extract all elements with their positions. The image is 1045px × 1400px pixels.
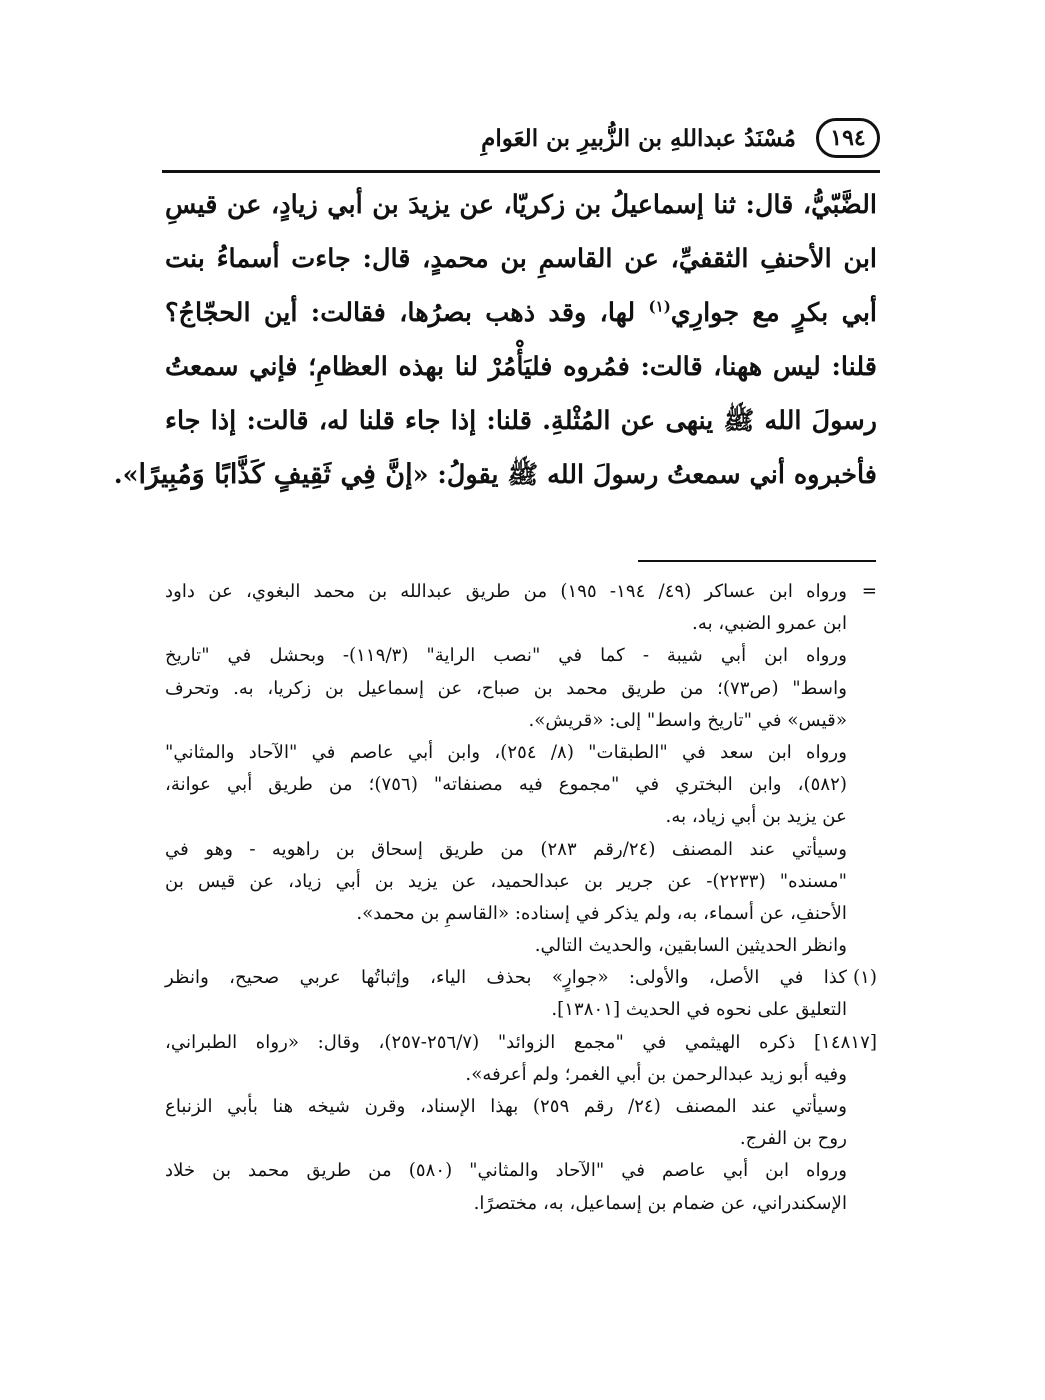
page-header xyxy=(160,110,880,166)
footnote-line: وسيأتي عند المصنف (٢٤/ رقم ٢٥٩) بهذا الإسناد، وقرن شيخه هنا بأبي الزنباع xyxy=(165,1096,847,1117)
line-segment: أبي بكرٍ مع جوارِي xyxy=(670,298,877,328)
footnote-line: ورواه ابن أبي عاصم في "الآحاد والمثاني" (٥٨٠) من طريق محمد بن خلاد xyxy=(165,1160,847,1182)
footnote-line xyxy=(165,962,877,994)
main-text-line xyxy=(165,286,877,340)
line-segment: ». xyxy=(113,460,139,490)
footnote-reference[interactable]: (١) xyxy=(648,297,671,316)
footnote-line xyxy=(165,576,877,608)
footnote-line: الأحنفِ، عن أسماء، به، ولم يذكر في إسناده: «القاسمِ بن محمد». xyxy=(356,902,847,924)
footnote-line: واسط" (ص٧٣)؛ من طريق محمد بن صباح، عن إسماعيل بن زكريا، به. وتحرف xyxy=(165,677,847,699)
line-segment: لها، وقد ذهب بصرُها، فقالت: أين الحجّاجُ؟ xyxy=(165,298,649,328)
footnote-line: التعليق على نحوه في الحديث [١٣٨٠١]. xyxy=(551,999,847,1021)
header-rule xyxy=(162,170,880,173)
footnote-text: ورواه ابن عساكر (٤٩/ ١٩٤- ١٩٥) من طريق عبدالله بن محمد البغوي، عن داود xyxy=(165,581,847,602)
main-text-line: الضَّبّيُّ، قال: ثنا إسماعيلُ بن زكريّا، عن يزيدَ بن أبي زيادٍ، عن قيسِ xyxy=(165,190,877,220)
main-text-line: رسولَ الله ﷺ ينهى عن المُثْلةِ. قلنا: إذا جاء قلنا له، قالت: إذا جاء xyxy=(165,406,877,436)
footnote-line: ابن عمرو الضبي، به. xyxy=(692,613,847,635)
footnote-text: ذكره الهيثمي في "مجمع الزوائد" (٢٥٦/٧-٢٥٧)، وقال: «رواه الطبراني، xyxy=(165,1031,814,1053)
footnote-line: وفيه أبو زيد عبدالرحمن بن أبي الغمر؛ ولم أعرفه». xyxy=(465,1063,847,1085)
footnote-separator xyxy=(638,560,876,562)
footnote-line: عن يزيد بن أبي زياد، به. xyxy=(665,806,847,828)
main-text-line xyxy=(113,448,877,502)
line-segment: فأخبروه أني سمعتُ رسولَ الله ﷺ يقولُ: « xyxy=(412,460,877,490)
running-title: مُسْنَدُ عبداللهِ بن الزُّبيرِ بن العَوامِ xyxy=(481,124,796,152)
footnote-line: وسيأتي عند المصنف (٢٤/رقم ٢٨٣) من طريق إسحاق بن راهويه - وهو في xyxy=(165,838,847,860)
footnote-text: كذا في الأصل، والأولى: «جوارٍ» بحذف الياء، وإثباتُها عربي صحيح، وانظر xyxy=(165,967,847,989)
footnote-marker: (١) xyxy=(853,967,877,989)
main-text-line: ابن الأحنفِ الثقفيِّ، عن القاسمِ بن محمدٍ، قال: جاءت أسماءُ بنت xyxy=(165,244,877,274)
footnote-line xyxy=(165,1027,877,1059)
footnote-marker: = xyxy=(861,581,877,602)
hadith-number: [١٤٨١٧] xyxy=(813,1031,877,1053)
footnotes xyxy=(165,576,877,1220)
hadith-quote: إنَّ فِي ثَقِيفٍ كَذَّابًا وَمُبِيرًا xyxy=(138,459,413,490)
footnote-line: وانظر الحديثين السابقين، والحديث التالي. xyxy=(534,935,847,957)
main-text xyxy=(113,178,877,502)
footnote-line: «قيس» في "تاريخ واسط" إلى: «قريش». xyxy=(528,709,847,731)
footnote-line: "مسنده" (٢٢٣٣)- عن جرير بن عبدالحميد، عن يزيد بن أبي زياد، عن قيس بن xyxy=(165,870,847,892)
main-text-line: قلنا: ليس ههنا، قالت: فمُروه فليَأْمُرْ لنا بهذه العظامِ؛ فإني سمعتُ xyxy=(165,352,877,382)
page-number: ١٩٤ xyxy=(816,118,880,158)
footnote-line: ورواه ابن أبي شيبة - كما في "نصب الراية" (١١٩/٣)- وبحشل في "تاريخ xyxy=(165,645,847,667)
footnote-line: روح بن الفرج. xyxy=(739,1128,847,1150)
footnote-line: (٥٨٢)، وابن البختري في "مجموع فيه مصنفاته" (٧٥٦)؛ من طريق أبي عوانة، xyxy=(165,774,847,796)
footnote-line: الإسكندراني، عن ضمام بن إسماعيل، به، مختصرًا. xyxy=(473,1192,847,1214)
footnote-line: ورواه ابن سعد في "الطبقات" (٨/ ٢٥٤)، وابن أبي عاصم في "الآحاد والمثاني" xyxy=(165,741,847,763)
